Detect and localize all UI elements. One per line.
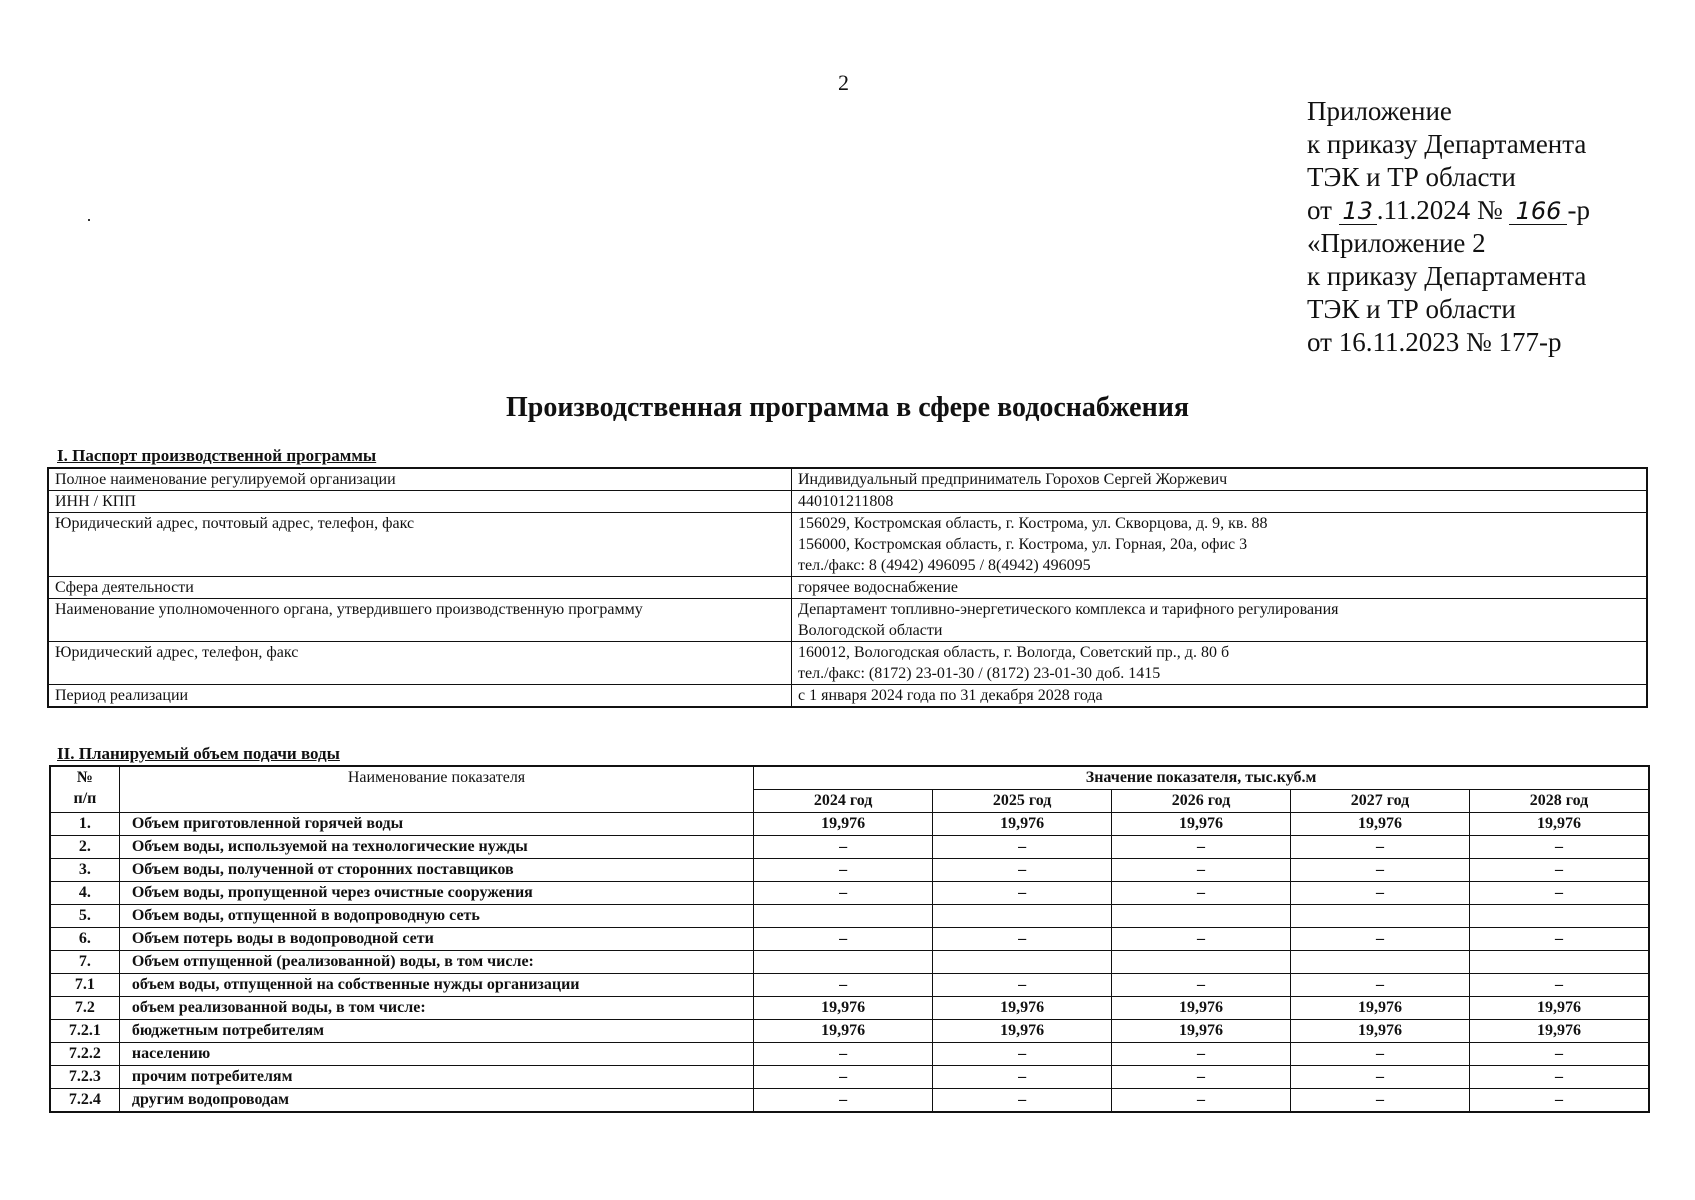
row-value-cell: – [1112, 1043, 1291, 1066]
appendix-block [1307, 95, 1590, 359]
row-value-cell [1469, 905, 1649, 928]
appendix-date-line [1307, 194, 1590, 227]
row-value-cell: – [1291, 859, 1470, 882]
row-value-cell [754, 951, 933, 974]
row-value-cell: 19,976 [1112, 813, 1291, 836]
row-value-cell [754, 905, 933, 928]
row-value-cell: – [754, 928, 933, 951]
row-value-cell: – [933, 1089, 1112, 1113]
row-indicator-name: Объем воды, отпущенной в водопроводную сеть [119, 905, 753, 928]
row-number: 4. [50, 882, 119, 905]
row-indicator-name: Объем приготовленной горячей воды [119, 813, 753, 836]
row-value-cell: – [1291, 1043, 1470, 1066]
row-value-cell: – [1291, 928, 1470, 951]
row-value-cell [933, 951, 1112, 974]
passport-value: горячее водоснабжение [792, 577, 1648, 599]
row-indicator-name: прочим потребителям [119, 1066, 753, 1089]
passport-value: 156029, Костромская область, г. Кострома, ул. Скворцова, д. 9, кв. 88 156000, Костромская область, г. Кострома, ул. Горная, 20а, офис 3 тел./факс: 8 (4942) 496095 / 8(4942) 496095 [792, 513, 1648, 577]
water-volume-table [49, 765, 1650, 1113]
table-row [50, 951, 1649, 974]
section-heading-passport: I. Паспорт производственной программы [57, 446, 377, 465]
appendix-date-prefix: от [1307, 195, 1332, 225]
column-header-year: 2026 год [1112, 790, 1291, 813]
appendix-line: к приказу Департамента [1307, 129, 1587, 159]
row-indicator-name: Объем отпущенной (реализованной) воды, в том числе: [119, 951, 753, 974]
row-value-cell: – [933, 836, 1112, 859]
row-value-cell: 19,976 [754, 1020, 933, 1043]
column-header-number-text: № п/п [73, 769, 97, 807]
row-indicator-name: Объем воды, используемой на технологические нужды [119, 836, 753, 859]
table-row [50, 1066, 1649, 1089]
passport-label: Полное наименование регулируемой организации [48, 468, 792, 491]
row-number: 3. [50, 859, 119, 882]
passport-value: 440101211808 [792, 491, 1648, 513]
row-value-cell: 19,976 [933, 997, 1112, 1020]
appendix-line: от 16.11.2023 № 177-р [1307, 327, 1562, 357]
row-number: 7.2.1 [50, 1020, 119, 1043]
table-row [50, 997, 1649, 1020]
row-value-cell: – [1112, 928, 1291, 951]
row-number: 7.2.2 [50, 1043, 119, 1066]
appendix-date-suffix: -р [1567, 195, 1590, 225]
passport-row [48, 491, 1647, 513]
passport-row [48, 642, 1647, 685]
table-row [50, 928, 1649, 951]
column-header-year: 2025 год [933, 790, 1112, 813]
row-value-cell: – [933, 1066, 1112, 1089]
row-value-cell: – [1469, 1066, 1649, 1089]
row-value-cell: – [933, 974, 1112, 997]
row-value-cell: – [1469, 1089, 1649, 1113]
row-value-cell: – [1112, 1066, 1291, 1089]
column-header-year: 2028 год [1469, 790, 1649, 813]
column-header-group: Значение показателя, тыс.куб.м [754, 766, 1649, 790]
row-indicator-name: Объем потерь воды в водопроводной сети [119, 928, 753, 951]
row-value-cell: 19,976 [1291, 813, 1470, 836]
row-number: 6. [50, 928, 119, 951]
row-number: 7.2 [50, 997, 119, 1020]
row-indicator-name: объем воды, отпущенной на собственные нужды организации [119, 974, 753, 997]
row-value-cell: – [1469, 928, 1649, 951]
row-value-cell [1291, 905, 1470, 928]
row-number: 5. [50, 905, 119, 928]
row-value-cell: 19,976 [754, 997, 933, 1020]
row-value-cell: 19,976 [1291, 997, 1470, 1020]
row-value-cell: – [1469, 974, 1649, 997]
passport-row [48, 685, 1647, 708]
row-value-cell: – [754, 859, 933, 882]
row-indicator-name: Объем воды, полученной от сторонних поставщиков [119, 859, 753, 882]
table-row [50, 859, 1649, 882]
row-value-cell: – [1469, 859, 1649, 882]
table-row [50, 1020, 1649, 1043]
row-value-cell: – [1291, 882, 1470, 905]
passport-value: 160012, Вологодская область, г. Вологда, Советский пр., д. 80 б тел./факс: (8172) 23-01-30 / (8172) 23-01-30 доб. 1415 [792, 642, 1648, 685]
row-number: 2. [50, 836, 119, 859]
passport-label: Юридический адрес, почтовый адрес, телефон, факс [48, 513, 792, 577]
table-row [50, 974, 1649, 997]
row-value-cell: – [1469, 882, 1649, 905]
column-header-number [50, 766, 119, 813]
row-value-cell: – [1291, 1089, 1470, 1113]
document-title: Производственная программа в сфере водоснабжения [505, 392, 1190, 423]
handwritten-order-number: 166 [1509, 198, 1567, 225]
row-value-cell: – [754, 836, 933, 859]
appendix-line: ТЭК и ТР области [1307, 294, 1516, 324]
appendix-line: ТЭК и ТР области [1307, 162, 1516, 192]
row-value-cell: – [933, 928, 1112, 951]
table-row [50, 1043, 1649, 1066]
table-row [50, 1089, 1649, 1113]
row-value-cell: – [754, 1089, 933, 1113]
table-row [50, 836, 1649, 859]
row-value-cell: 19,976 [1112, 1020, 1291, 1043]
row-value-cell [1112, 905, 1291, 928]
row-indicator-name: объем реализованной воды, в том числе: [119, 997, 753, 1020]
row-value-cell: – [1291, 974, 1470, 997]
row-value-cell: 19,976 [933, 813, 1112, 836]
row-value-cell: – [754, 882, 933, 905]
column-header-year: 2027 год [1291, 790, 1470, 813]
appendix-line: к приказу Департамента [1307, 261, 1587, 291]
row-value-cell: – [933, 1043, 1112, 1066]
row-indicator-name: Объем воды, пропущенной через очистные сооружения [119, 882, 753, 905]
row-value-cell: – [933, 882, 1112, 905]
page-number: 2 [838, 70, 849, 95]
row-value-cell: – [1291, 836, 1470, 859]
row-value-cell: 19,976 [1291, 1020, 1470, 1043]
table-row [50, 813, 1649, 836]
row-number: 7. [50, 951, 119, 974]
passport-label: ИНН / КПП [48, 491, 792, 513]
passport-row [48, 513, 1647, 577]
row-value-cell: – [1112, 1089, 1291, 1113]
row-value-cell [1112, 951, 1291, 974]
passport-label: Наименование уполномоченного органа, утвердившего производственную программу [48, 599, 792, 642]
row-value-cell: 19,976 [933, 1020, 1112, 1043]
row-value-cell: – [754, 1066, 933, 1089]
row-value-cell: – [1469, 836, 1649, 859]
row-value-cell: – [1112, 882, 1291, 905]
section-heading-volume: II. Планируемый объем подачи воды [57, 744, 340, 763]
row-value-cell: – [1112, 974, 1291, 997]
row-value-cell: – [1112, 836, 1291, 859]
passport-value: с 1 января 2024 года по 31 декабря 2028 года [792, 685, 1648, 708]
row-indicator-name: другим водопроводам [119, 1089, 753, 1113]
row-number: 7.1 [50, 974, 119, 997]
row-value-cell: – [754, 1043, 933, 1066]
appendix-date-rest: .11.2024 № [1376, 195, 1503, 225]
row-value-cell: 19,976 [1469, 813, 1649, 836]
row-number: 7.2.4 [50, 1089, 119, 1113]
row-value-cell: 19,976 [754, 813, 933, 836]
passport-row [48, 599, 1647, 642]
passport-value: Индивидуальный предприниматель Горохов Сергей Жоржевич [792, 468, 1648, 491]
passport-label: Сфера деятельности [48, 577, 792, 599]
row-number: 7.2.3 [50, 1066, 119, 1089]
row-value-cell: 19,976 [1469, 997, 1649, 1020]
row-value-cell: – [1112, 859, 1291, 882]
passport-row [48, 577, 1647, 599]
column-header-year: 2024 год [754, 790, 933, 813]
appendix-line: «Приложение 2 [1307, 228, 1486, 258]
passport-label: Юридический адрес, телефон, факс [48, 642, 792, 685]
handwritten-day: 13 [1339, 198, 1377, 225]
scan-speck [88, 219, 90, 221]
appendix-line: Приложение [1307, 96, 1452, 126]
row-value-cell: – [1291, 1066, 1470, 1089]
row-value-cell: 19,976 [1469, 1020, 1649, 1043]
row-indicator-name: бюджетным потребителям [119, 1020, 753, 1043]
table-row [50, 882, 1649, 905]
row-value-cell: – [933, 859, 1112, 882]
row-value-cell: – [754, 974, 933, 997]
column-header-name: Наименование показателя [119, 766, 753, 813]
row-value-cell [1291, 951, 1470, 974]
passport-table [47, 467, 1648, 708]
row-value-cell [1469, 951, 1649, 974]
row-number: 1. [50, 813, 119, 836]
table-row [50, 905, 1649, 928]
passport-value: Департамент топливно-энергетического комплекса и тарифного регулирования Вологодской области [792, 599, 1648, 642]
row-value-cell: – [1469, 1043, 1649, 1066]
passport-label: Период реализации [48, 685, 792, 708]
passport-row [48, 468, 1647, 491]
row-value-cell [933, 905, 1112, 928]
row-indicator-name: населению [119, 1043, 753, 1066]
row-value-cell: 19,976 [1112, 997, 1291, 1020]
